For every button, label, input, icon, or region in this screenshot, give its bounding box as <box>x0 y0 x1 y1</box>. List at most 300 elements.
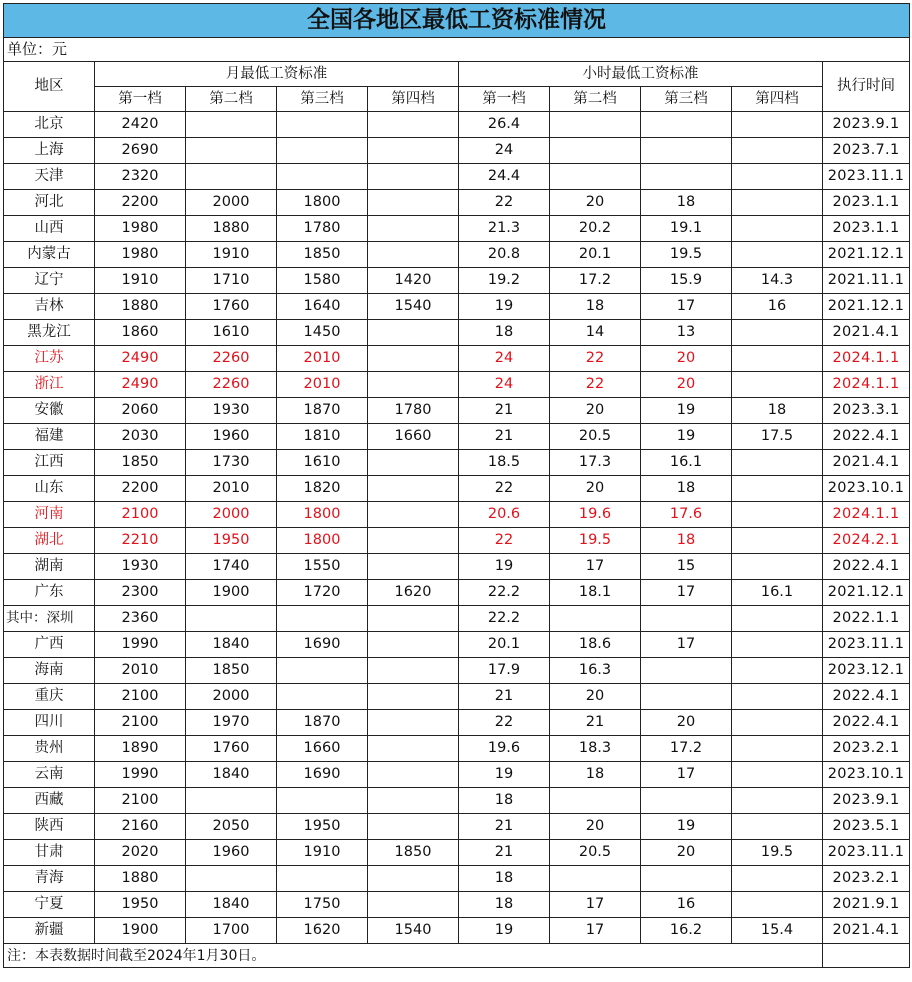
hourly-tier-2-cell[interactable]: 22 <box>550 372 641 398</box>
hourly-tier-4-cell[interactable] <box>732 606 823 632</box>
monthly-tier-4-cell[interactable] <box>368 632 459 658</box>
hourly-tier-2-cell[interactable]: 20.2 <box>550 216 641 242</box>
monthly-tier-4-cell[interactable] <box>368 736 459 762</box>
hourly-tier-2-cell[interactable]: 20 <box>550 398 641 424</box>
hourly-tier-2-cell[interactable] <box>550 138 641 164</box>
hourly-tier-2-cell[interactable]: 17 <box>550 892 641 918</box>
monthly-tier-1-cell[interactable]: 2160 <box>95 814 186 840</box>
monthly-tier-3-cell[interactable]: 1450 <box>277 320 368 346</box>
monthly-tier-4-cell[interactable] <box>368 788 459 814</box>
hourly-tier-2-cell[interactable]: 20 <box>550 476 641 502</box>
hourly-tier-3-cell[interactable]: 17 <box>641 632 732 658</box>
exec-date-cell[interactable]: 2023.11.1 <box>823 840 910 866</box>
hourly-tier-3-cell[interactable]: 19.5 <box>641 242 732 268</box>
hourly-tier-1-cell[interactable]: 18 <box>459 866 550 892</box>
exec-date-cell[interactable]: 2024.1.1 <box>823 502 910 528</box>
exec-date-cell[interactable]: 2023.7.1 <box>823 138 910 164</box>
hourly-tier-3-cell[interactable] <box>641 606 732 632</box>
exec-date-cell[interactable]: 2023.1.1 <box>823 216 910 242</box>
monthly-tier-4-cell[interactable] <box>368 892 459 918</box>
monthly-tier-2-cell[interactable]: 1950 <box>186 528 277 554</box>
hourly-tier-4-cell[interactable] <box>732 112 823 138</box>
monthly-tier-2-cell[interactable]: 1910 <box>186 242 277 268</box>
monthly-tier-3-cell[interactable]: 1870 <box>277 710 368 736</box>
hourly-tier-3-cell[interactable]: 20 <box>641 840 732 866</box>
monthly-tier-4-cell[interactable]: 1420 <box>368 268 459 294</box>
monthly-tier-3-cell[interactable]: 1660 <box>277 736 368 762</box>
monthly-tier-2-cell[interactable] <box>186 606 277 632</box>
hourly-tier-1-cell[interactable]: 18 <box>459 320 550 346</box>
monthly-tier-3-cell[interactable]: 2010 <box>277 372 368 398</box>
hourly-tier-3-cell[interactable]: 20 <box>641 346 732 372</box>
hourly-tier-1-cell[interactable]: 24 <box>459 372 550 398</box>
hourly-tier-3-cell[interactable]: 15 <box>641 554 732 580</box>
region-cell[interactable]: 新疆 <box>4 918 95 944</box>
monthly-tier-4-cell[interactable] <box>368 684 459 710</box>
region-cell[interactable]: 黑龙江 <box>4 320 95 346</box>
monthly-tier-1-cell[interactable]: 2420 <box>95 112 186 138</box>
region-cell[interactable]: 甘肃 <box>4 840 95 866</box>
monthly-tier-4-cell[interactable]: 1780 <box>368 398 459 424</box>
exec-date-cell[interactable]: 2021.4.1 <box>823 320 910 346</box>
monthly-tier-2-cell[interactable]: 1960 <box>186 840 277 866</box>
exec-date-cell[interactable]: 2021.4.1 <box>823 918 910 944</box>
unit-label[interactable]: 单位：元 <box>4 38 910 62</box>
hourly-tier-4-cell[interactable] <box>732 632 823 658</box>
hourly-tier-4-cell[interactable] <box>732 190 823 216</box>
hourly-tier-4-cell[interactable] <box>732 346 823 372</box>
exec-date-cell[interactable]: 2022.4.1 <box>823 710 910 736</box>
monthly-tier-4-cell[interactable] <box>368 762 459 788</box>
hourly-tier-4-cell[interactable]: 17.5 <box>732 424 823 450</box>
empty-cell[interactable] <box>823 944 910 968</box>
monthly-tier-3-cell[interactable] <box>277 138 368 164</box>
monthly-tier-4-cell[interactable] <box>368 710 459 736</box>
monthly-tier-2-cell[interactable]: 2000 <box>186 502 277 528</box>
hourly-tier-2-cell[interactable]: 14 <box>550 320 641 346</box>
monthly-tier-4-cell[interactable] <box>368 476 459 502</box>
hourly-tier-1-cell[interactable]: 22 <box>459 528 550 554</box>
hourly-tier-1-cell[interactable]: 18 <box>459 892 550 918</box>
monthly-tier-1-cell[interactable]: 1980 <box>95 242 186 268</box>
hourly-tier-3-cell[interactable]: 17.6 <box>641 502 732 528</box>
hourly-tier-2-cell[interactable]: 18.1 <box>550 580 641 606</box>
monthly-tier-4-cell[interactable] <box>368 320 459 346</box>
monthly-tier-2-cell[interactable]: 1930 <box>186 398 277 424</box>
exec-date-cell[interactable]: 2023.9.1 <box>823 112 910 138</box>
monthly-tier-3-cell[interactable]: 1550 <box>277 554 368 580</box>
hourly-tier-4-cell[interactable]: 15.4 <box>732 918 823 944</box>
monthly-tier-2-cell[interactable]: 1760 <box>186 736 277 762</box>
hourly-tier-1-cell[interactable]: 21 <box>459 840 550 866</box>
region-cell[interactable]: 云南 <box>4 762 95 788</box>
hourly-tier-3-cell[interactable]: 17 <box>641 294 732 320</box>
monthly-tier-2-cell[interactable] <box>186 788 277 814</box>
monthly-tier-3-cell[interactable] <box>277 658 368 684</box>
monthly-tier-3-cell[interactable] <box>277 164 368 190</box>
hourly-tier-3-cell[interactable]: 17.2 <box>641 736 732 762</box>
hourly-tier-2-cell[interactable]: 17.3 <box>550 450 641 476</box>
exec-date-cell[interactable]: 2024.1.1 <box>823 346 910 372</box>
region-cell[interactable]: 重庆 <box>4 684 95 710</box>
monthly-tier-2-cell[interactable]: 2260 <box>186 346 277 372</box>
hourly-tier-4-cell[interactable] <box>732 216 823 242</box>
hourly-tier-3-cell[interactable]: 17 <box>641 762 732 788</box>
hourly-tier-2-cell[interactable]: 20.5 <box>550 424 641 450</box>
hourly-tier-4-cell[interactable] <box>732 554 823 580</box>
monthly-tier-2-cell[interactable]: 1700 <box>186 918 277 944</box>
hourly-tier-1-cell[interactable]: 19.2 <box>459 268 550 294</box>
monthly-tier-3-cell[interactable]: 1780 <box>277 216 368 242</box>
monthly-tier-4-cell[interactable] <box>368 216 459 242</box>
monthly-tier-1-cell[interactable]: 2490 <box>95 372 186 398</box>
monthly-tier-3-cell[interactable]: 2010 <box>277 346 368 372</box>
hourly-tier-4-cell[interactable] <box>732 476 823 502</box>
hourly-tier-3-cell[interactable]: 15.9 <box>641 268 732 294</box>
hourly-tier-3-cell[interactable]: 18 <box>641 476 732 502</box>
hourly-tier-1-cell[interactable]: 19 <box>459 762 550 788</box>
hourly-tier-3-cell[interactable]: 16.2 <box>641 918 732 944</box>
region-cell[interactable]: 山西 <box>4 216 95 242</box>
hourly-tier-2-cell[interactable]: 18.6 <box>550 632 641 658</box>
monthly-tier-2-cell[interactable] <box>186 866 277 892</box>
region-cell[interactable]: 湖南 <box>4 554 95 580</box>
region-cell[interactable]: 青海 <box>4 866 95 892</box>
hourly-tier-3-cell[interactable]: 19 <box>641 814 732 840</box>
hourly-tier-2-cell[interactable]: 20 <box>550 190 641 216</box>
hourly-tier-3-cell[interactable] <box>641 164 732 190</box>
exec-date-cell[interactable]: 2021.12.1 <box>823 580 910 606</box>
monthly-tier-4-cell[interactable] <box>368 450 459 476</box>
monthly-tier-2-cell[interactable]: 1840 <box>186 632 277 658</box>
hourly-tier-3-cell[interactable]: 17 <box>641 580 732 606</box>
exec-date-cell[interactable]: 2023.1.1 <box>823 190 910 216</box>
hourly-tier-4-cell[interactable] <box>732 684 823 710</box>
monthly-tier-4-cell[interactable] <box>368 528 459 554</box>
hourly-tier-4-cell[interactable] <box>732 502 823 528</box>
monthly-tier-3-cell[interactable] <box>277 112 368 138</box>
monthly-tier-1-cell[interactable]: 1990 <box>95 632 186 658</box>
monthly-tier-3-cell[interactable]: 1720 <box>277 580 368 606</box>
hourly-tier-1-cell[interactable]: 20.6 <box>459 502 550 528</box>
monthly-tier-4-cell[interactable] <box>368 242 459 268</box>
monthly-tier-3-cell[interactable]: 1750 <box>277 892 368 918</box>
exec-date-cell[interactable]: 2023.5.1 <box>823 814 910 840</box>
region-cell[interactable]: 江西 <box>4 450 95 476</box>
monthly-tier-2-cell[interactable]: 2260 <box>186 372 277 398</box>
hourly-tier-3-cell[interactable] <box>641 788 732 814</box>
monthly-tier-1-cell[interactable]: 1890 <box>95 736 186 762</box>
monthly-tier-1-cell[interactable]: 2490 <box>95 346 186 372</box>
monthly-tier-1-cell[interactable]: 1900 <box>95 918 186 944</box>
hourly-tier-2-cell[interactable]: 18.3 <box>550 736 641 762</box>
monthly-tier-3-cell[interactable]: 1810 <box>277 424 368 450</box>
region-cell[interactable]: 河北 <box>4 190 95 216</box>
hourly-tier-3-cell[interactable]: 18 <box>641 528 732 554</box>
exec-date-cell[interactable]: 2023.2.1 <box>823 866 910 892</box>
monthly-tier-1-cell[interactable]: 1980 <box>95 216 186 242</box>
monthly-tier-1-cell[interactable]: 2200 <box>95 190 186 216</box>
hourly-tier-3-cell[interactable]: 20 <box>641 710 732 736</box>
exec-date-cell[interactable]: 2024.2.1 <box>823 528 910 554</box>
exec-date-cell[interactable]: 2023.11.1 <box>823 632 910 658</box>
monthly-tier-2-cell[interactable]: 2000 <box>186 190 277 216</box>
monthly-tier-4-cell[interactable] <box>368 502 459 528</box>
exec-date-cell[interactable]: 2023.3.1 <box>823 398 910 424</box>
monthly-tier-4-cell[interactable] <box>368 164 459 190</box>
monthly-tier-4-cell[interactable] <box>368 346 459 372</box>
hourly-tier-3-cell[interactable]: 19 <box>641 424 732 450</box>
hourly-tier-3-cell[interactable]: 19 <box>641 398 732 424</box>
exec-date-cell[interactable]: 2022.4.1 <box>823 554 910 580</box>
monthly-tier-1-cell[interactable]: 2200 <box>95 476 186 502</box>
hourly-tier-3-cell[interactable] <box>641 684 732 710</box>
monthly-tier-3-cell[interactable]: 1850 <box>277 242 368 268</box>
hourly-tier-2-cell[interactable] <box>550 606 641 632</box>
header-monthly-tier-2[interactable]: 第二档 <box>186 87 277 112</box>
monthly-tier-3-cell[interactable]: 1950 <box>277 814 368 840</box>
region-cell[interactable]: 上海 <box>4 138 95 164</box>
monthly-tier-2-cell[interactable]: 1840 <box>186 892 277 918</box>
header-hourly-tier-4[interactable]: 第四档 <box>732 87 823 112</box>
monthly-tier-4-cell[interactable] <box>368 606 459 632</box>
monthly-tier-2-cell[interactable]: 1850 <box>186 658 277 684</box>
monthly-tier-1-cell[interactable]: 1930 <box>95 554 186 580</box>
region-cell[interactable]: 海南 <box>4 658 95 684</box>
header-hourly-tier-1[interactable]: 第一档 <box>459 87 550 112</box>
region-cell[interactable]: 吉林 <box>4 294 95 320</box>
monthly-tier-3-cell[interactable] <box>277 606 368 632</box>
monthly-tier-4-cell[interactable]: 1540 <box>368 918 459 944</box>
monthly-tier-2-cell[interactable]: 1610 <box>186 320 277 346</box>
monthly-tier-4-cell[interactable] <box>368 658 459 684</box>
monthly-tier-3-cell[interactable]: 1800 <box>277 502 368 528</box>
monthly-tier-4-cell[interactable]: 1620 <box>368 580 459 606</box>
monthly-tier-4-cell[interactable] <box>368 138 459 164</box>
hourly-tier-4-cell[interactable] <box>732 372 823 398</box>
region-cell[interactable]: 河南 <box>4 502 95 528</box>
exec-date-cell[interactable]: 2023.12.1 <box>823 658 910 684</box>
monthly-tier-3-cell[interactable]: 1690 <box>277 632 368 658</box>
hourly-tier-1-cell[interactable]: 21 <box>459 684 550 710</box>
region-cell[interactable]: 内蒙古 <box>4 242 95 268</box>
exec-date-cell[interactable]: 2023.2.1 <box>823 736 910 762</box>
hourly-tier-3-cell[interactable] <box>641 658 732 684</box>
hourly-tier-1-cell[interactable]: 18 <box>459 788 550 814</box>
monthly-tier-1-cell[interactable]: 2320 <box>95 164 186 190</box>
monthly-tier-1-cell[interactable]: 2030 <box>95 424 186 450</box>
region-cell[interactable]: 北京 <box>4 112 95 138</box>
hourly-tier-4-cell[interactable]: 16.1 <box>732 580 823 606</box>
monthly-tier-3-cell[interactable]: 1800 <box>277 190 368 216</box>
hourly-tier-2-cell[interactable]: 18 <box>550 294 641 320</box>
exec-date-cell[interactable]: 2021.12.1 <box>823 242 910 268</box>
monthly-tier-1-cell[interactable]: 1990 <box>95 762 186 788</box>
hourly-tier-4-cell[interactable] <box>732 450 823 476</box>
hourly-tier-1-cell[interactable]: 19 <box>459 294 550 320</box>
hourly-tier-4-cell[interactable] <box>732 736 823 762</box>
monthly-tier-4-cell[interactable] <box>368 112 459 138</box>
hourly-tier-1-cell[interactable]: 24.4 <box>459 164 550 190</box>
monthly-tier-2-cell[interactable]: 1740 <box>186 554 277 580</box>
region-cell[interactable]: 辽宁 <box>4 268 95 294</box>
header-exec-time[interactable]: 执行时间 <box>823 62 910 112</box>
header-monthly[interactable]: 月最低工资标准 <box>95 62 459 87</box>
monthly-tier-4-cell[interactable] <box>368 814 459 840</box>
hourly-tier-3-cell[interactable]: 20 <box>641 372 732 398</box>
hourly-tier-1-cell[interactable]: 21.3 <box>459 216 550 242</box>
hourly-tier-3-cell[interactable]: 19.1 <box>641 216 732 242</box>
hourly-tier-1-cell[interactable]: 21 <box>459 424 550 450</box>
monthly-tier-1-cell[interactable]: 2060 <box>95 398 186 424</box>
monthly-tier-2-cell[interactable]: 1900 <box>186 580 277 606</box>
monthly-tier-1-cell[interactable]: 1950 <box>95 892 186 918</box>
hourly-tier-4-cell[interactable] <box>732 866 823 892</box>
hourly-tier-2-cell[interactable] <box>550 164 641 190</box>
hourly-tier-2-cell[interactable] <box>550 112 641 138</box>
monthly-tier-3-cell[interactable]: 1820 <box>277 476 368 502</box>
hourly-tier-1-cell[interactable]: 19.6 <box>459 736 550 762</box>
monthly-tier-1-cell[interactable]: 2690 <box>95 138 186 164</box>
hourly-tier-4-cell[interactable] <box>732 658 823 684</box>
header-monthly-tier-4[interactable]: 第四档 <box>368 87 459 112</box>
hourly-tier-3-cell[interactable] <box>641 112 732 138</box>
monthly-tier-2-cell[interactable]: 2050 <box>186 814 277 840</box>
region-cell[interactable]: 江苏 <box>4 346 95 372</box>
hourly-tier-1-cell[interactable]: 19 <box>459 918 550 944</box>
hourly-tier-1-cell[interactable]: 24 <box>459 138 550 164</box>
hourly-tier-1-cell[interactable]: 22.2 <box>459 606 550 632</box>
exec-date-cell[interactable]: 2023.11.1 <box>823 164 910 190</box>
hourly-tier-1-cell[interactable]: 17.9 <box>459 658 550 684</box>
region-cell[interactable]: 广西 <box>4 632 95 658</box>
hourly-tier-4-cell[interactable] <box>732 788 823 814</box>
monthly-tier-3-cell[interactable]: 1640 <box>277 294 368 320</box>
monthly-tier-1-cell[interactable]: 2100 <box>95 710 186 736</box>
region-cell[interactable]: 陕西 <box>4 814 95 840</box>
monthly-tier-1-cell[interactable]: 1850 <box>95 450 186 476</box>
monthly-tier-1-cell[interactable]: 1880 <box>95 866 186 892</box>
hourly-tier-1-cell[interactable]: 19 <box>459 554 550 580</box>
monthly-tier-1-cell[interactable]: 1860 <box>95 320 186 346</box>
hourly-tier-2-cell[interactable]: 17.2 <box>550 268 641 294</box>
hourly-tier-2-cell[interactable]: 17 <box>550 554 641 580</box>
monthly-tier-1-cell[interactable]: 2100 <box>95 788 186 814</box>
monthly-tier-2-cell[interactable]: 2010 <box>186 476 277 502</box>
hourly-tier-1-cell[interactable]: 20.1 <box>459 632 550 658</box>
region-cell[interactable]: 浙江 <box>4 372 95 398</box>
monthly-tier-2-cell[interactable] <box>186 112 277 138</box>
monthly-tier-1-cell[interactable]: 2020 <box>95 840 186 866</box>
monthly-tier-1-cell[interactable]: 2100 <box>95 684 186 710</box>
region-cell[interactable]: 天津 <box>4 164 95 190</box>
footnote[interactable]: 注：本表数据时间截至2024年1月30日。 <box>4 944 823 968</box>
monthly-tier-2-cell[interactable] <box>186 138 277 164</box>
region-cell[interactable]: 宁夏 <box>4 892 95 918</box>
monthly-tier-2-cell[interactable]: 1760 <box>186 294 277 320</box>
monthly-tier-2-cell[interactable]: 1970 <box>186 710 277 736</box>
region-cell[interactable]: 西藏 <box>4 788 95 814</box>
monthly-tier-2-cell[interactable]: 1960 <box>186 424 277 450</box>
monthly-tier-2-cell[interactable]: 2000 <box>186 684 277 710</box>
monthly-tier-4-cell[interactable] <box>368 372 459 398</box>
hourly-tier-2-cell[interactable]: 20.1 <box>550 242 641 268</box>
exec-date-cell[interactable]: 2023.9.1 <box>823 788 910 814</box>
monthly-tier-4-cell[interactable]: 1660 <box>368 424 459 450</box>
monthly-tier-3-cell[interactable]: 1800 <box>277 528 368 554</box>
header-monthly-tier-1[interactable]: 第一档 <box>95 87 186 112</box>
hourly-tier-2-cell[interactable]: 19.5 <box>550 528 641 554</box>
exec-date-cell[interactable]: 2023.10.1 <box>823 762 910 788</box>
hourly-tier-3-cell[interactable]: 13 <box>641 320 732 346</box>
hourly-tier-4-cell[interactable] <box>732 528 823 554</box>
hourly-tier-2-cell[interactable]: 19.6 <box>550 502 641 528</box>
region-cell[interactable]: 安徽 <box>4 398 95 424</box>
region-cell[interactable]: 福建 <box>4 424 95 450</box>
monthly-tier-1-cell[interactable]: 2210 <box>95 528 186 554</box>
hourly-tier-4-cell[interactable]: 16 <box>732 294 823 320</box>
monthly-tier-3-cell[interactable]: 1580 <box>277 268 368 294</box>
hourly-tier-1-cell[interactable]: 18.5 <box>459 450 550 476</box>
exec-date-cell[interactable]: 2021.11.1 <box>823 268 910 294</box>
region-cell[interactable]: 广东 <box>4 580 95 606</box>
hourly-tier-4-cell[interactable]: 19.5 <box>732 840 823 866</box>
monthly-tier-3-cell[interactable] <box>277 788 368 814</box>
monthly-tier-1-cell[interactable]: 1880 <box>95 294 186 320</box>
exec-date-cell[interactable]: 2022.1.1 <box>823 606 910 632</box>
monthly-tier-1-cell[interactable]: 2300 <box>95 580 186 606</box>
monthly-tier-2-cell[interactable]: 1710 <box>186 268 277 294</box>
monthly-tier-2-cell[interactable]: 1880 <box>186 216 277 242</box>
exec-date-cell[interactable]: 2021.4.1 <box>823 450 910 476</box>
hourly-tier-3-cell[interactable]: 18 <box>641 190 732 216</box>
monthly-tier-1-cell[interactable]: 1910 <box>95 268 186 294</box>
exec-date-cell[interactable]: 2021.12.1 <box>823 294 910 320</box>
monthly-tier-4-cell[interactable] <box>368 866 459 892</box>
region-cell[interactable]: 湖北 <box>4 528 95 554</box>
hourly-tier-1-cell[interactable]: 22 <box>459 710 550 736</box>
hourly-tier-4-cell[interactable] <box>732 320 823 346</box>
hourly-tier-2-cell[interactable]: 22 <box>550 346 641 372</box>
table-title[interactable]: 全国各地区最低工资标准情况 <box>4 4 910 38</box>
hourly-tier-2-cell[interactable]: 17 <box>550 918 641 944</box>
exec-date-cell[interactable]: 2023.10.1 <box>823 476 910 502</box>
hourly-tier-2-cell[interactable] <box>550 788 641 814</box>
monthly-tier-1-cell[interactable]: 2100 <box>95 502 186 528</box>
hourly-tier-4-cell[interactable] <box>732 138 823 164</box>
hourly-tier-4-cell[interactable] <box>732 762 823 788</box>
hourly-tier-2-cell[interactable]: 20 <box>550 814 641 840</box>
monthly-tier-3-cell[interactable]: 1910 <box>277 840 368 866</box>
exec-date-cell[interactable]: 2024.1.1 <box>823 372 910 398</box>
hourly-tier-4-cell[interactable] <box>732 242 823 268</box>
hourly-tier-4-cell[interactable] <box>732 814 823 840</box>
monthly-tier-4-cell[interactable]: 1540 <box>368 294 459 320</box>
exec-date-cell[interactable]: 2022.4.1 <box>823 684 910 710</box>
hourly-tier-3-cell[interactable]: 16 <box>641 892 732 918</box>
header-hourly-tier-3[interactable]: 第三档 <box>641 87 732 112</box>
hourly-tier-1-cell[interactable]: 21 <box>459 814 550 840</box>
monthly-tier-4-cell[interactable]: 1850 <box>368 840 459 866</box>
hourly-tier-3-cell[interactable] <box>641 866 732 892</box>
monthly-tier-1-cell[interactable]: 2010 <box>95 658 186 684</box>
hourly-tier-2-cell[interactable]: 20 <box>550 684 641 710</box>
hourly-tier-1-cell[interactable]: 22.2 <box>459 580 550 606</box>
header-region[interactable]: 地区 <box>4 62 95 112</box>
monthly-tier-3-cell[interactable]: 1610 <box>277 450 368 476</box>
monthly-tier-1-cell[interactable]: 2360 <box>95 606 186 632</box>
hourly-tier-3-cell[interactable]: 16.1 <box>641 450 732 476</box>
